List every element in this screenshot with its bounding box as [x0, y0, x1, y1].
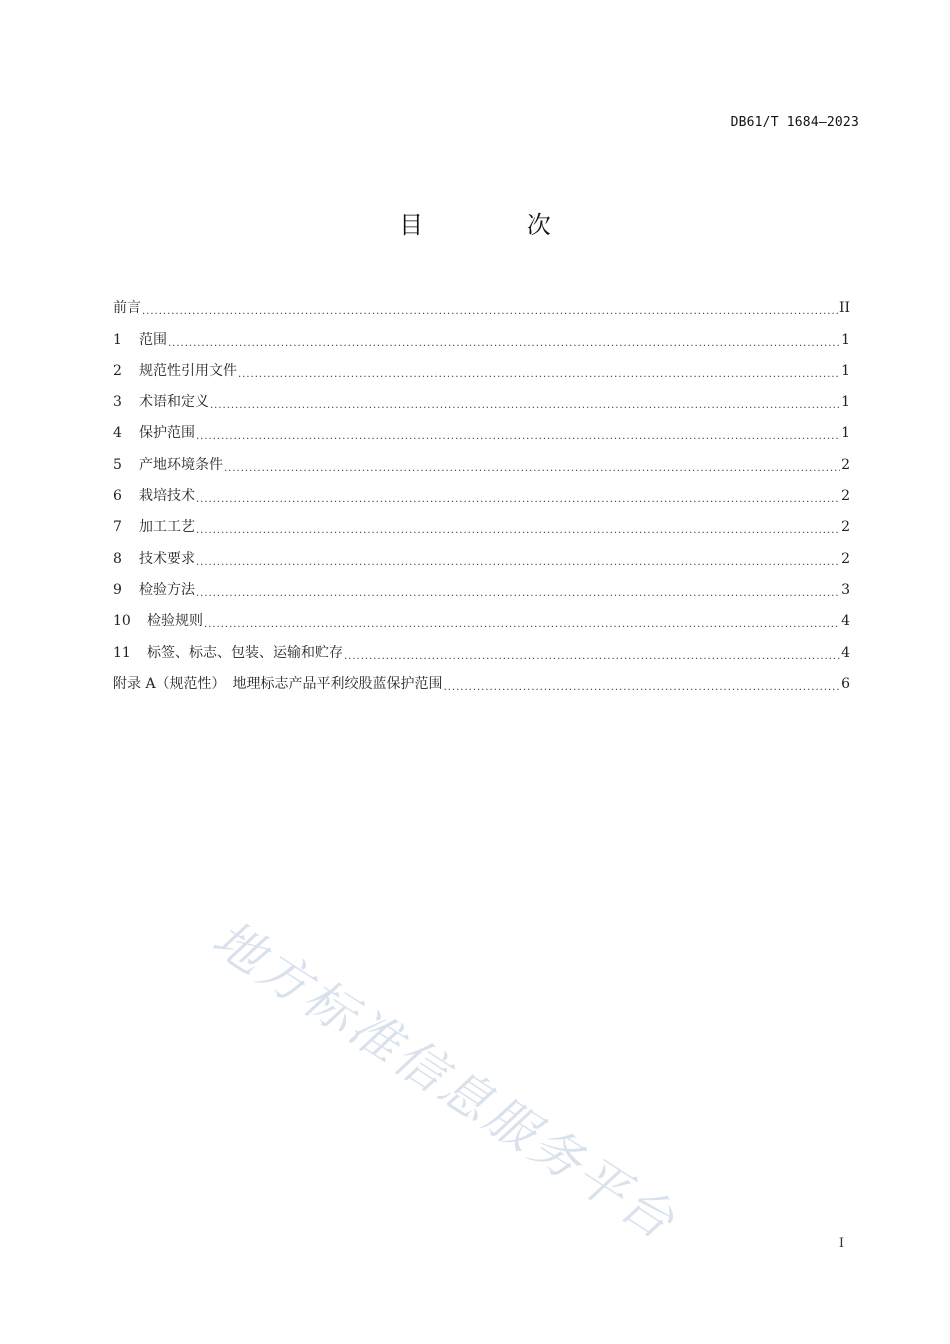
toc-leader-dots	[196, 549, 840, 569]
toc-item-10[interactable]	[113, 600, 850, 631]
toc-item-text: 标签、标志、包装、运输和贮存	[147, 644, 343, 661]
toc-leader-dots	[196, 423, 840, 443]
toc-item-page: 2	[841, 550, 850, 567]
toc-leader-dots	[168, 330, 840, 350]
toc-item-foreword[interactable]	[113, 287, 850, 318]
toc-item-9[interactable]	[113, 569, 850, 600]
toc-item-number: 4	[113, 425, 122, 442]
toc-item-text: 检验方法	[139, 581, 195, 598]
toc-item-6[interactable]	[113, 475, 850, 506]
toc-item-number: 1	[113, 331, 122, 348]
toc-item-page: 6	[841, 675, 850, 692]
toc-item-2[interactable]	[113, 350, 850, 381]
toc-item-page: 2	[841, 519, 850, 536]
toc-item-1[interactable]	[113, 318, 850, 349]
toc-leader-dots	[196, 517, 840, 537]
toc-item-page: 4	[841, 613, 850, 630]
toc-leader-dots	[196, 486, 840, 506]
page-number: I	[838, 1236, 844, 1251]
toc-item-5[interactable]	[113, 443, 850, 474]
table-of-contents	[113, 287, 850, 694]
toc-item-text: 栽培技术	[139, 488, 195, 505]
toc-item-text: 规范性引用文件	[139, 362, 237, 379]
toc-item-number: 10	[113, 613, 131, 630]
toc-item-page: 2	[841, 488, 850, 505]
toc-item-7[interactable]	[113, 506, 850, 537]
toc-item-page: 1	[841, 394, 850, 411]
toc-leader-dots	[444, 674, 841, 694]
toc-item-number: 6	[113, 488, 122, 505]
toc-leader-dots	[142, 298, 838, 318]
toc-item-text: 范围	[139, 331, 167, 348]
document-code: DB61/T 1684—2023	[730, 115, 859, 130]
toc-item-text: 产地环境条件	[139, 456, 223, 473]
toc-item-page: 4	[841, 644, 850, 661]
toc-item-number: 9	[113, 581, 122, 598]
toc-item-text: 技术要求	[139, 550, 195, 567]
toc-item-number: 8	[113, 550, 122, 567]
toc-leader-dots	[196, 580, 840, 600]
toc-item-page: 1	[841, 362, 850, 379]
toc-item-number: 7	[113, 519, 122, 536]
toc-item-4[interactable]	[113, 412, 850, 443]
toc-leader-dots	[204, 611, 840, 631]
toc-item-text: 保护范围	[139, 425, 195, 442]
toc-item-page: 2	[841, 456, 850, 473]
toc-item-number: 11	[113, 644, 131, 661]
toc-item-page: II	[838, 300, 850, 317]
toc-item-11[interactable]	[113, 631, 850, 662]
toc-item-text: 前言	[113, 300, 141, 317]
toc-item-appendix-a[interactable]	[113, 663, 850, 694]
toc-item-page: 1	[841, 425, 850, 442]
toc-leader-dots	[344, 643, 840, 663]
toc-item-text: 检验规则	[147, 613, 203, 630]
toc-item-number: 3	[113, 394, 122, 411]
toc-leader-dots	[224, 455, 840, 475]
toc-item-number: 2	[113, 362, 122, 379]
toc-item-3[interactable]	[113, 381, 850, 412]
toc-item-page: 3	[841, 581, 850, 598]
toc-leader-dots	[210, 392, 840, 412]
toc-item-text: 术语和定义	[139, 394, 209, 411]
toc-item-text: 附录 A（规范性） 地理标志产品平利绞股蓝保护范围	[113, 675, 443, 692]
toc-item-8[interactable]	[113, 537, 850, 568]
toc-item-page: 1	[841, 331, 850, 348]
toc-item-text: 加工工艺	[139, 519, 195, 536]
toc-leader-dots	[238, 361, 840, 381]
page-title: 目 次	[399, 211, 599, 239]
watermark: 地方标准信息服务平台	[202, 909, 687, 1252]
toc-item-number: 5	[113, 456, 122, 473]
